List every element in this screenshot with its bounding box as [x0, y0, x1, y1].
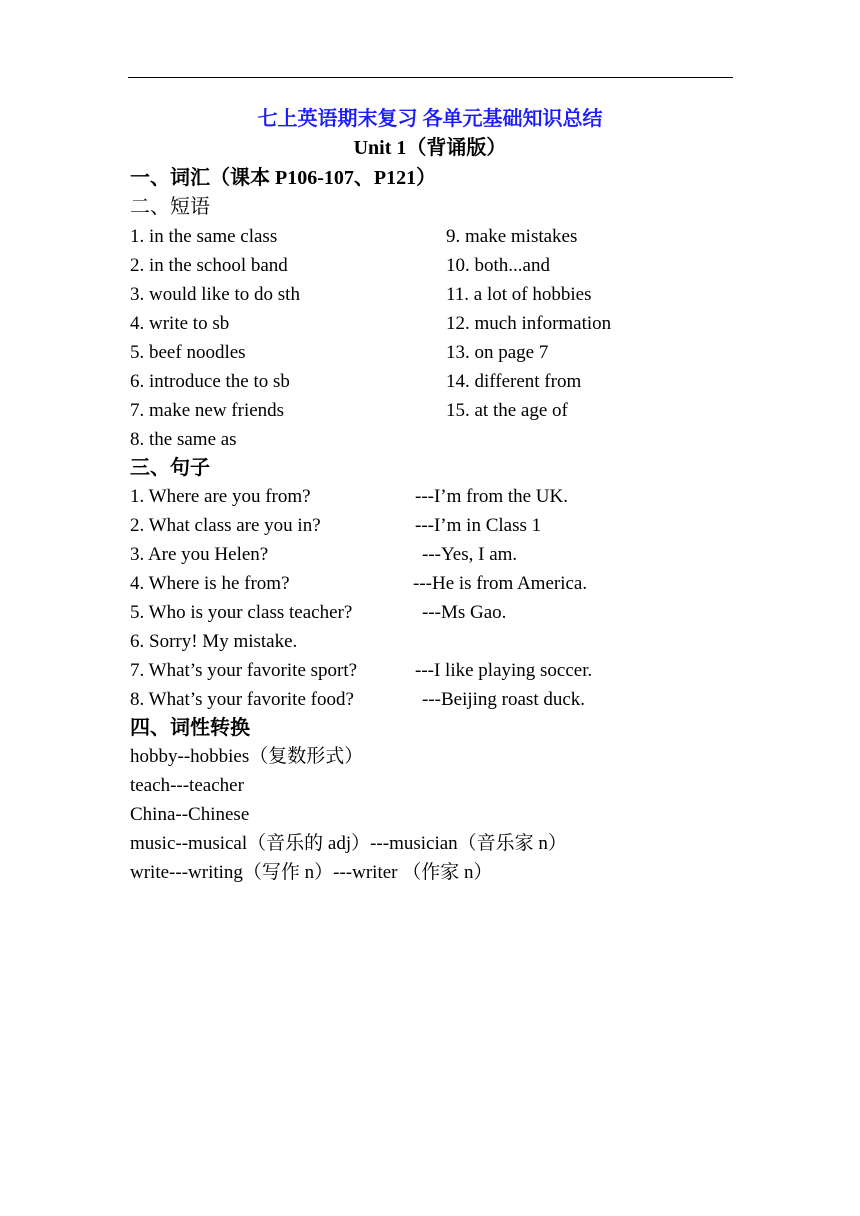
sentence-question: 3. Are you Helen?: [130, 544, 269, 565]
section-heading-phrases: 二、短语: [130, 196, 210, 218]
phrase-item: 8. the same as: [130, 429, 237, 450]
sentence-question: 6. Sorry! My mistake.: [130, 631, 298, 652]
sentence-answer: ---I’m from the UK.: [415, 486, 569, 507]
sentence-answer: ---I like playing soccer.: [415, 660, 593, 681]
phrase-item: 10. both...and: [446, 255, 550, 276]
phrase-item: 12. much information: [446, 313, 612, 334]
sentence-answer: ---I’m in Class 1: [415, 515, 542, 536]
conversion-item: music--musical（音乐的 adj）---musician（音乐家 n）: [130, 833, 567, 854]
conversion-item: teach---teacher: [130, 775, 244, 796]
conversion-item: China--Chinese: [130, 804, 250, 825]
conversion-item: hobby--hobbies（复数形式）: [130, 746, 364, 767]
sentence-question: 2. What class are you in?: [130, 515, 321, 536]
sentence-question: 4. Where is he from?: [130, 573, 290, 594]
document-subtitle: Unit 1（背诵版）: [353, 137, 507, 159]
section-heading-sentences: 三、句子: [130, 457, 210, 479]
conversion-item: write---writing（写作 n）---writer （作家 n）: [130, 862, 493, 883]
sentence-question: 5. Who is your class teacher?: [130, 602, 353, 623]
phrase-item: 15. at the age of: [446, 400, 568, 421]
header-rule: [128, 77, 733, 78]
phrase-item: 1. in the same class: [130, 226, 278, 247]
document-title: 七上英语期末复习 各单元基础知识总结: [257, 108, 603, 130]
phrase-item: 14. different from: [446, 371, 582, 392]
sentence-question: 7. What’s your favorite sport?: [130, 660, 358, 681]
phrase-item: 2. in the school band: [130, 255, 288, 276]
sentence-answer: ---Beijing roast duck.: [422, 689, 586, 710]
sentence-question: 1. Where are you from?: [130, 486, 311, 507]
phrase-item: 3. would like to do sth: [130, 284, 300, 305]
sentence-answer: ---Ms Gao.: [422, 602, 507, 623]
phrase-item: 5. beef noodles: [130, 342, 246, 363]
sentence-question: 8. What’s your favorite food?: [130, 689, 354, 710]
section-heading-vocabulary: 一、词汇（课本 P106-107、P121）: [130, 167, 437, 189]
section-heading-word-forms: 四、词性转换: [130, 717, 250, 739]
phrase-item: 13. on page 7: [446, 342, 549, 363]
phrase-item: 4. write to sb: [130, 313, 230, 334]
phrase-item: 9. make mistakes: [446, 226, 578, 247]
sentence-answer: ---He is from America.: [413, 573, 588, 594]
phrase-item: 7. make new friends: [130, 400, 285, 421]
phrase-item: 6. introduce the to sb: [130, 371, 290, 392]
sentence-answer: ---Yes, I am.: [422, 544, 518, 565]
phrase-item: 11. a lot of hobbies: [446, 284, 592, 305]
